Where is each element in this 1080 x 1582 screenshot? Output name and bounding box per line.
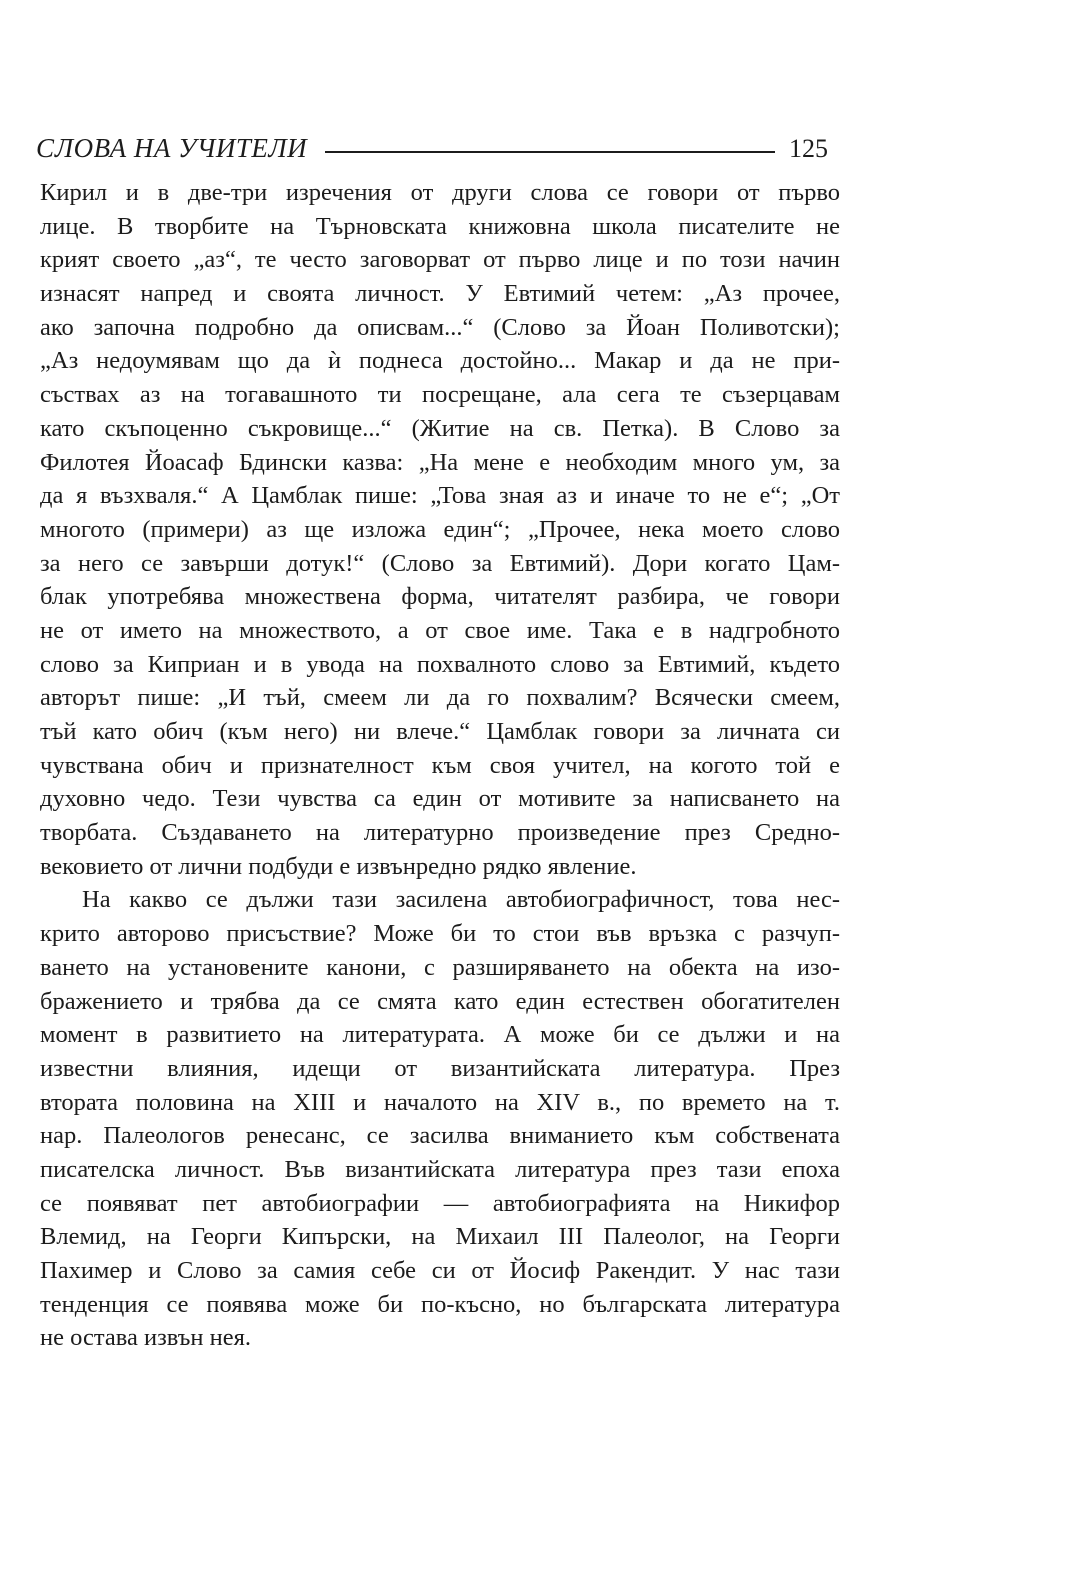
running-header <box>36 122 828 162</box>
text-line: многото (примери) аз ще изложа един“; „Прочее, нека моето слово <box>40 515 840 543</box>
text-line: творбата. Създаването на литературно произведение през Средно- <box>40 819 840 847</box>
text-line: да я възхваля.“ А Цамблак пише: „Това зная аз и иначе то не е“; „От <box>40 482 840 510</box>
text-line: „Аз недоумявам що да ѝ поднеса достойно... Макар и да не при- <box>40 347 840 375</box>
text-line: тъй като обич (към него) ни влече.“ Цамблак говори за личната си <box>40 718 840 745</box>
text-line: за него се завърши дотук!“ (Слово за Евтимий). Дори когато Цам- <box>40 549 840 577</box>
text-line: нар. Палеологов ренесанс, се засилва вниманието към собствената <box>40 1122 840 1150</box>
text-line: крито авторово присъствие? Може би то стои във връзка с разчуп- <box>40 920 840 948</box>
text-line: крият своето „аз“, те често заговорват от първо лице и по този начин <box>40 246 840 274</box>
text-line: ако започна подробно да описвам...“ (Слово за Йоан Поливотски); <box>40 313 840 341</box>
text-line: втората половина на XIII и началото на XIV в., по времето на т. <box>40 1088 840 1116</box>
text-line: На какво се дължи тази засилена автобиографичност, това нес- <box>82 886 840 914</box>
page-number: 125 <box>789 134 828 163</box>
paragraph-2 <box>40 883 840 1355</box>
text-line: Пахимер и Слово за самия себе си от Йосиф Ракендит. У нас тази <box>40 1257 840 1284</box>
text-line: ването на установените канони, с разширяването на обекта на изо- <box>40 953 840 981</box>
text-line: се появяват пет автобиографии — автобиографията на Никифор <box>40 1189 840 1217</box>
text-line: не от името на множеството, а от свое име. Така е в надгробното <box>40 616 840 644</box>
text-line: лице. В творбите на Търновската книжовна школа писателите не <box>40 212 840 240</box>
text-line: изнасят напред и своята личност. У Евтимий четем: „Аз прочее, <box>40 280 840 308</box>
text-line: духовно чедо. Тези чувства са един от мотивите за написването на <box>40 785 840 813</box>
paragraph-1 <box>40 176 840 883</box>
text-line: Филотея Йоасаф Бдински казва: „На мене е необходим много ум, за <box>40 448 840 476</box>
text-line: авторът пише: „И тъй, смеем ли да го похвалим? Всячески смеем, <box>40 684 840 712</box>
text-line: писателска личност. Във византийската литература през тази епоха <box>40 1155 840 1183</box>
body-text <box>40 176 840 1355</box>
text-line: блак употребява множествена форма, читателят разбира, че говори <box>40 583 840 611</box>
text-line: вековието от лични подбуди е извънредно рядко явление. <box>40 852 637 880</box>
text-line: съствах аз на тогавашното ти посрещане, ала сега те съзерцавам <box>40 381 840 409</box>
text-line: Кирил и в две-три изречения от други слова се говори от първо <box>40 179 840 206</box>
text-line: като скъпоценно съкровище...“ (Житие на св. Петка). В Слово за <box>40 414 840 442</box>
text-line: слово за Киприан и в увода на похвалното слово за Евтимий, където <box>40 650 840 678</box>
text-line: момент в развитието на литературата. А може би се дължи и на <box>40 1021 840 1049</box>
header-rule <box>325 151 775 153</box>
running-title: СЛОВА НА УЧИТЕЛИ <box>36 133 308 163</box>
text-line: известни влияния, идещи от византийската литература. През <box>40 1054 840 1082</box>
text-line: тенденция се появява може би по-късно, но българската литература <box>40 1290 840 1318</box>
text-line: не остава извън нея. <box>40 1324 252 1352</box>
text-line: бражението и трябва да се смята като един естествен обогатителен <box>40 987 840 1015</box>
text-line: Влемид, на Георги Кипърски, на Михаил III Палеолог, на Георги <box>40 1223 840 1251</box>
text-line: чувствана обич и признателност към своя учител, на когото той е <box>40 751 840 779</box>
